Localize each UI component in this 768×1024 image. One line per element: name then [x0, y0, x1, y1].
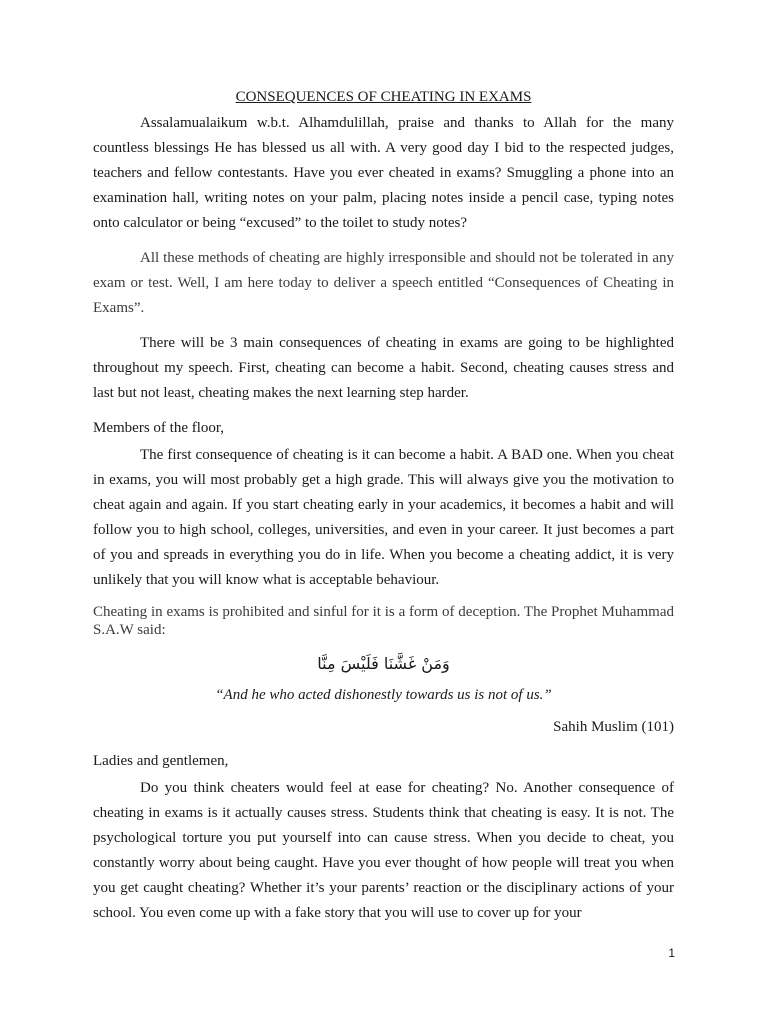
habit-paragraph: The first consequence of cheating is it can become a habit. A BAD one. When you cheat in exams, you will most probably get a high grade. This will always give you the motivation to cheat again and again. If you start cheating early in your academics, it becomes a habit and will follow you to high school, colleges, universities, and even in your career. It just becomes a part of you and spreads in everything you do in life. When you become a cheating addict, it is very unlikely that you will know what is acceptable behaviour. — [93, 447, 674, 588]
overview-paragraph: There will be 3 main consequences of cheating in exams are going to be highlighted throughout my speech. First, cheating can become a habit. Second, cheating causes stress and last but not least, cheating makes the next learning step harder. — [93, 335, 674, 401]
ladies-salutation: Ladies and gentlemen, — [93, 753, 229, 769]
document-title: CONSEQUENCES OF CHEATING IN EXAMS — [235, 89, 532, 105]
intro-paragraph: Assalamualaikum w.b.t. Alhamdulillah, praise and thanks to Allah for the many countless blessings He has blessed us all with. A very good day I bid to the respected judges, teachers and fellow contestants. Have you ever cheated in exams? Smuggling a phone into an examination hall, writing notes on your palm, placing notes inside a pencil case, typing notes onto calculator or being “excused” to the toilet to study notes? — [93, 115, 674, 231]
hadith-translation: “And he who acted dishonestly towards us is not of us.” — [215, 687, 552, 703]
stress-paragraph: Do you think cheaters would feel at ease for cheating? No. Another consequence of cheating in exams is it actually causes stress. Students think that cheating is easy. It is not. The psychological torture you put yourself into can cause stress. When you decide to cheat, you constantly worry about being caught. Have you ever thought of how people will treat you when you get caught cheating? Whether it’s your parents’ reaction or the disciplinary actions of your school. You even come up with a fake story that you will use to cover up for your — [93, 780, 674, 921]
page-number: 1 — [668, 946, 675, 960]
document-body — [93, 86, 674, 926]
members-salutation: Members of the floor, — [93, 420, 225, 436]
arabic-hadith: وَمَنْ غَشَّنَا فَلَيْسَ مِنَّا — [317, 654, 450, 673]
hadith-source: Sahih Muslim (101) — [553, 719, 674, 735]
prohibited-paragraph: Cheating in exams is prohibited and sinful for it is a form of deception. The Prophet Muhammad S.A.W said: — [93, 604, 674, 638]
methods-paragraph: All these methods of cheating are highly irresponsible and should not be tolerated in any exam or test. Well, I am here today to deliver a speech entitled “Consequences of Cheating in Exams”. — [93, 250, 674, 316]
